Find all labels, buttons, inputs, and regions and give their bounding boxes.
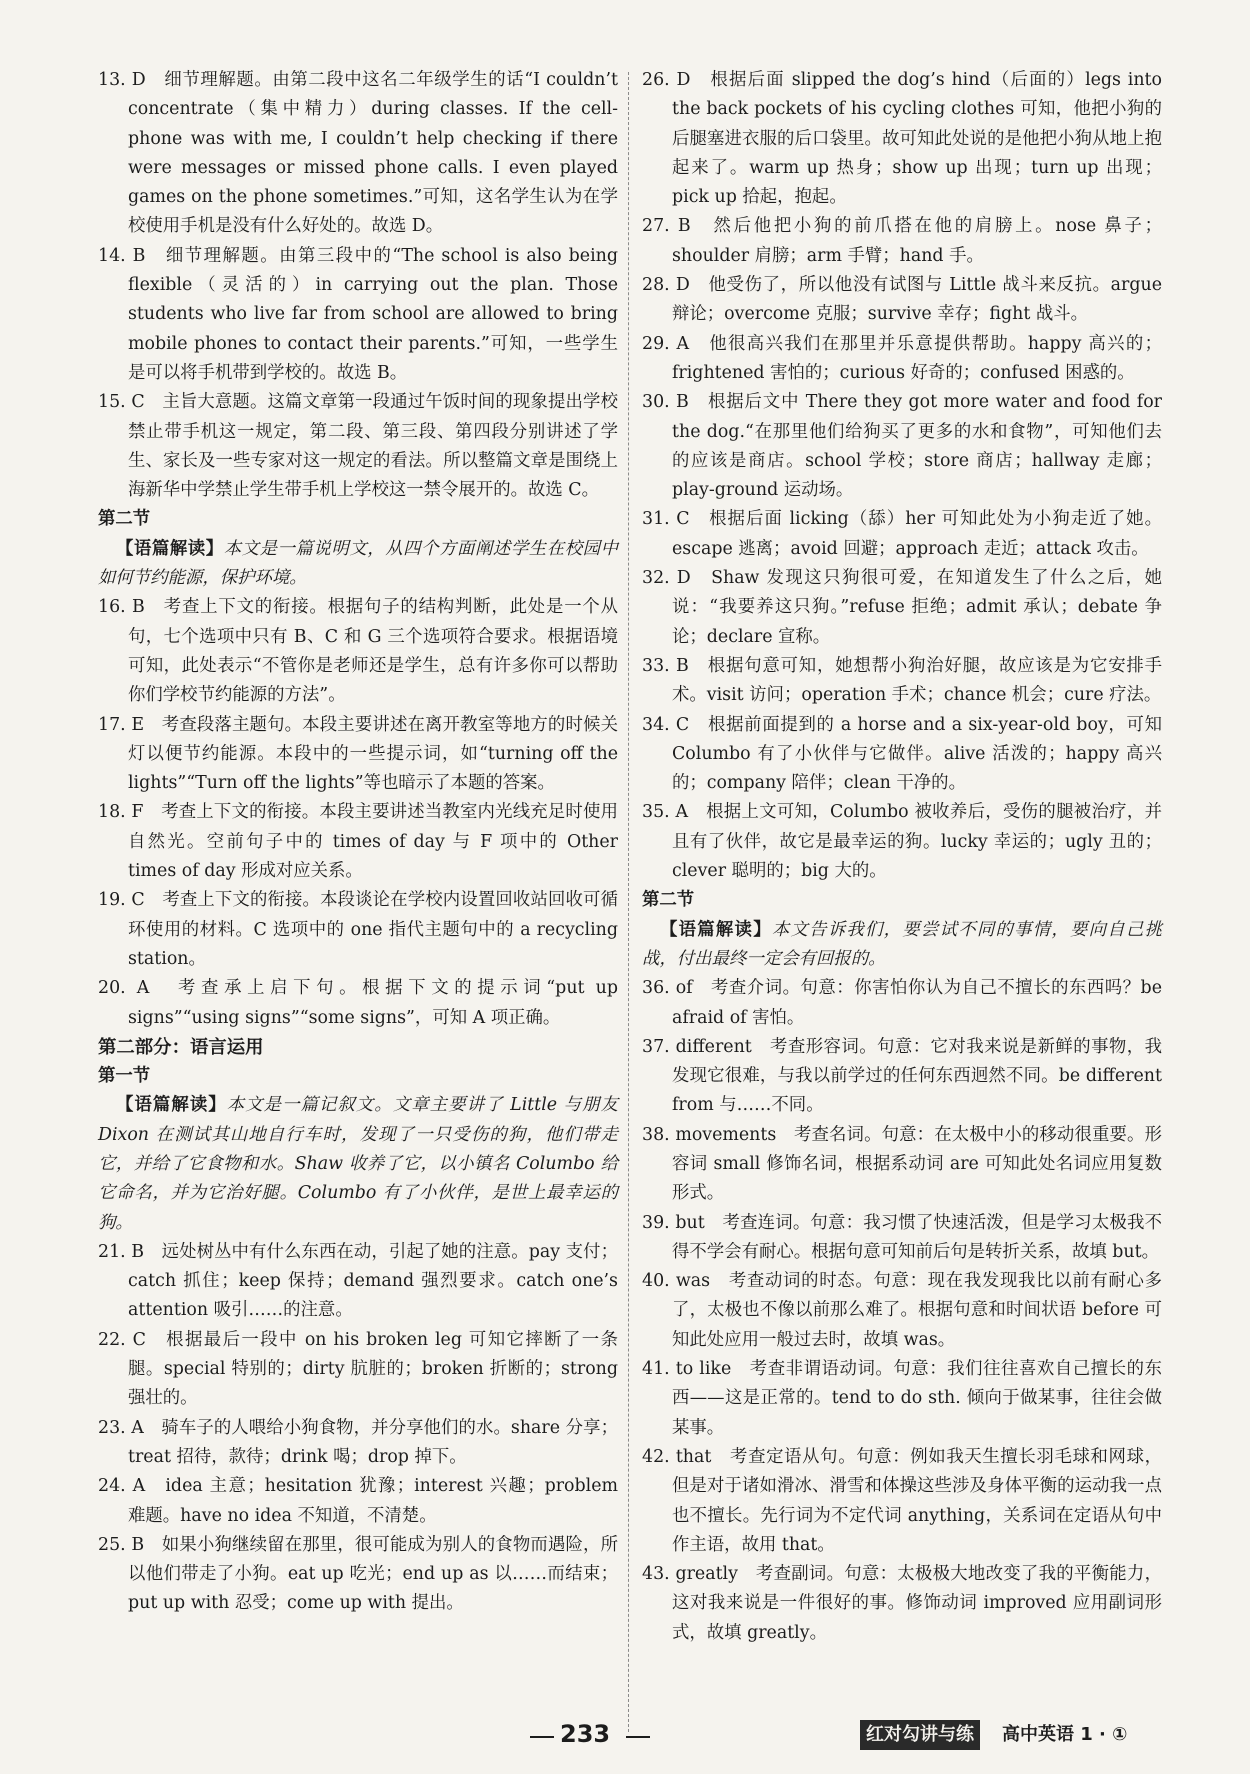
answer-explanation: 根据前面提到的 a horse and a six-year-old boy，可知 Columbo 有了小伙伴与它做伴。alive 活泼的；happy 高兴的；company 陪伴；clean 干净的。 bbox=[672, 714, 1163, 794]
answer-26 bbox=[642, 66, 1162, 212]
passage-summary bbox=[98, 535, 618, 594]
answer-16 bbox=[98, 593, 618, 710]
summary-tag: 【语篇解读】 bbox=[660, 919, 772, 940]
answer-number: 14. B bbox=[98, 245, 146, 266]
answer-34 bbox=[642, 711, 1162, 799]
answer-explanation: 他很高兴我们在那里并乐意提供帮助。happy 高兴的；frightened 害怕的；curious 好奇的；confused 困惑的。 bbox=[672, 333, 1162, 383]
footer-dash-right bbox=[626, 1736, 650, 1738]
answer-explanation: 根据最后一段中 on his broken leg 可知它摔断了一条腿。special 特别的；dirty 肮脏的；broken 折断的；strong 强壮的。 bbox=[128, 1329, 618, 1409]
answer-explanation: 考查段落主题句。本段主要讲述在离开教室等地方的时候关灯以便节约能源。本段中的一些提示词，如“turning off the lights”“Turn off the lights”等也暗示了本题的答案。 bbox=[128, 714, 618, 794]
column-divider bbox=[628, 72, 629, 1732]
answer-33 bbox=[642, 652, 1162, 711]
answer-number: 26. D bbox=[642, 70, 691, 90]
answer-number: 18. F bbox=[98, 802, 144, 823]
answer-number: 19. C bbox=[98, 890, 145, 911]
answer-explanation: 考查上下文的衔接。本段谈论在学校内设置回收站回收可循环使用的材料。C 选项中的 one 指代主题句中的 a recycling station。 bbox=[128, 890, 618, 969]
answer-explanation: 根据后面 licking（舔）her 可知此处为小狗走近了她。escape 逃离；avoid 回避；approach 走近；attack 攻击。 bbox=[672, 509, 1162, 559]
answer-number: 21. B bbox=[98, 1241, 145, 1262]
answer-number: 24. A bbox=[98, 1476, 146, 1497]
answer-number: 30. B bbox=[642, 392, 689, 413]
answer-number: 43. greatly bbox=[642, 1564, 738, 1585]
answer-42 bbox=[642, 1443, 1162, 1560]
section-heading: 第二节 bbox=[642, 890, 695, 911]
answer-24 bbox=[98, 1472, 618, 1531]
answer-21 bbox=[98, 1238, 618, 1326]
answer-explanation: idea 主意；hesitation 犹豫；interest 兴趣；problem 难题。have no idea 不知道，不清楚。 bbox=[128, 1476, 618, 1526]
summary-text: 本文告诉我们，要尝试不同的事情，要向自己挑战，付出最终一定会有回报的。 bbox=[642, 919, 1162, 969]
answer-explanation: 考查名词。句意：在太极中小的移动很重要。形容词 small 修饰名词，根据系动词 are 可知此处名词应用复数形式。 bbox=[672, 1124, 1162, 1204]
answer-number: 42. that bbox=[642, 1446, 712, 1467]
answer-32 bbox=[642, 564, 1162, 652]
answer-explanation: 然后他把小狗的前爪搭在他的肩膀上。nose 鼻子；shoulder 肩膀；arm 手臂；hand 手。 bbox=[672, 216, 1162, 266]
answer-28 bbox=[642, 271, 1162, 330]
answer-38 bbox=[642, 1121, 1162, 1209]
answer-explanation: 根据句意可知，她想帮小狗治好腿，故应该是为它安排手术。visit 访问；operation 手术；chance 机会；cure 疗法。 bbox=[672, 655, 1162, 706]
left-column bbox=[98, 66, 618, 1619]
answer-number: 36. of bbox=[642, 978, 693, 999]
answer-22 bbox=[98, 1326, 618, 1414]
answer-explanation: 考查连词。句意：我习惯了快速活泼，但是学习太极我不得不学会有耐心。根据句意可知前后句是转折关系，故填 but。 bbox=[672, 1212, 1162, 1262]
answer-number: 17. E bbox=[98, 714, 145, 735]
brand-label: 红对勾讲与练 bbox=[860, 1720, 980, 1750]
answer-explanation: Shaw 发现这只狗很可爱，在知道发生了什么之后，她说：“我要养这只狗。”refuse 拒绝；admit 承认；debate 争论；declare 宣称。 bbox=[672, 568, 1162, 647]
summary-tag: 【语篇解读】 bbox=[116, 538, 224, 559]
answer-explanation: 主旨大意题。这篇文章第一段通过午饭时间的现象提出学校禁止带手机这一规定，第二段、第三段、第四段分别讲述了学生、家长及一些专家对这一规定的看法。所以整篇文章是围绕上海新华中学禁止学生带手机上学校这一禁令展开的。故选 C。 bbox=[128, 392, 618, 501]
summary-text: 本文是一篇说明文，从四个方面阐述学生在校园中如何节约能源，保护环境。 bbox=[98, 538, 618, 589]
answer-explanation: 如果小狗继续留在那里，很可能成为别人的食物而遇险，所以他们带走了小狗。eat up 吃光；end up as 以……而结束；put up with 忍受；come up with 提出。 bbox=[128, 1534, 618, 1614]
answer-explanation: 细节理解题。由第三段中的“The school is also being flexible（灵活的）in carrying out the plan. Those students who live far from school are allowed to bring mobile phones to contact their parents.”可知，一些学生是可以将手机带到学校的。故选 B。 bbox=[128, 245, 618, 383]
answer-25 bbox=[98, 1531, 618, 1619]
answer-30 bbox=[642, 388, 1162, 505]
right-column bbox=[642, 66, 1162, 1648]
answer-explanation: 考查介词。句意：你害怕你认为自己不擅长的东西吗？be afraid of 害怕。 bbox=[672, 978, 1162, 1028]
part-heading: 第二部分：语言运用 bbox=[98, 1036, 264, 1058]
answer-number: 31. C bbox=[642, 509, 690, 530]
answer-explanation: 骑车子的人喂给小狗食物，并分享他们的水。share 分享；treat 招待，款待；drink 喝；drop 掉下。 bbox=[128, 1417, 618, 1467]
answer-explanation: 远处树丛中有什么东西在动，引起了她的注意。pay 支付；catch 抓住；keep 保持；demand 强烈要求。catch one’s attention 吸引……的注意。 bbox=[128, 1241, 618, 1321]
answer-27 bbox=[642, 212, 1162, 271]
passage-summary bbox=[98, 1091, 618, 1237]
answer-explanation: 考查动词的时态。句意：现在我发现我比以前有耐心多了，太极也不像以前那么难了。根据句意和时间状语 before 可知此处应用一般过去时，故填 was。 bbox=[672, 1271, 1162, 1350]
answer-explanation: 根据后面 slipped the dog’s hind（后面的）legs into the back pockets of his cycling clothes 可知，他把小狗的后腿塞进衣服的后口袋里。故可知此处说的是他把小狗从地上抱起来了。warm up 热身；show up 出现；turn up 出现；pick up 拾起，抱起。 bbox=[672, 70, 1162, 208]
answer-explanation: 考查上下文的衔接。根据句子的结构判断，此处是一个从句，七个选项中只有 B、C 和 G 三个选项符合要求。根据语境可知，此处表示“不管你是老师还是学生，总有许多你可以帮助你们学校节约能源的方法”。 bbox=[128, 597, 618, 706]
answer-explanation: 细节理解题。由第二段中这名二年级学生的话“I couldn’t concentrate（集中精力）during classes. If the cell-phone was with me, I couldn’t help checking if there were messages or missed phone calls. I even played games on the phone sometimes.”可知，这名学生认为在学校使用手机是没有什么好处的。故选 D。 bbox=[128, 70, 618, 237]
answer-number: 32. D bbox=[642, 568, 691, 589]
answer-23 bbox=[98, 1414, 618, 1473]
answer-number: 34. C bbox=[642, 714, 690, 735]
answer-number: 37. different bbox=[642, 1036, 752, 1057]
answer-number: 38. movements bbox=[642, 1124, 777, 1145]
answer-18 bbox=[98, 798, 618, 886]
answer-explanation: 考查形容词。句意：它对我来说是新鲜的事物，我发现它很难，与我以前学过的任何东西迥然不同。be different from 与……不同。 bbox=[672, 1036, 1162, 1116]
answer-number: 41. to like bbox=[642, 1359, 732, 1380]
answer-number: 39. but bbox=[642, 1212, 705, 1233]
answer-number: 22. C bbox=[98, 1329, 146, 1350]
answer-explanation: 他受伤了，所以他没有试图与 Little 战斗来反抗。argue 辩论；overcome 克服；survive 幸存；fight 战斗。 bbox=[672, 275, 1162, 325]
footer-dash-left bbox=[530, 1736, 554, 1738]
answer-explanation: 根据后文中 There they got more water and food for the dog.“在那里他们给狗买了更多的水和食物”，可知他们去的应该是商店。school 学校；store 商店；hallway 走廊；play-ground 运动场。 bbox=[672, 392, 1162, 501]
answer-39 bbox=[642, 1209, 1162, 1268]
subject-label: 高中英语 1 · ① bbox=[1002, 1724, 1128, 1745]
answer-explanation: 考查副词。句意：太极极大地改变了我的平衡能力，这对我来说是一件很好的事。修饰动词 improved 应用副词形式，故填 greatly。 bbox=[672, 1564, 1162, 1643]
answer-number: 20. A bbox=[98, 978, 150, 999]
answer-number: 15. C bbox=[98, 392, 145, 413]
answer-number: 16. B bbox=[98, 597, 145, 618]
answer-number: 23. A bbox=[98, 1417, 144, 1438]
summary-tag: 【语篇解读】 bbox=[116, 1095, 227, 1116]
answer-20 bbox=[98, 974, 618, 1033]
answer-36 bbox=[642, 974, 1162, 1033]
answer-number: 27. B bbox=[642, 216, 691, 237]
answer-number: 40. was bbox=[642, 1271, 711, 1292]
answer-31 bbox=[642, 505, 1162, 564]
summary-text: 本文是一篇记叙文。文章主要讲了 Little 与朋友 Dixon 在测试其山地自行车时，发现了一只受伤的狗，他们带走它，并给了它食物和水。Shaw 收养了它，以小镇名 Columbo 给它命名，并为它治好腿。Columbo 有了小伙伴，是世上最幸运的狗。 bbox=[98, 1095, 618, 1233]
answer-14 bbox=[98, 242, 618, 388]
answer-explanation: 根据上文可知，Columbo 被收养后，受伤的腿被治疗，并且有了伙伴，故它是最幸运的狗。lucky 幸运的；ugly 丑的；clever 聪明的；big 大的。 bbox=[672, 802, 1162, 882]
answer-15 bbox=[98, 388, 618, 505]
section-heading: 第二节 bbox=[98, 509, 151, 530]
answer-number: 29. A bbox=[642, 333, 690, 354]
answer-41 bbox=[642, 1355, 1162, 1443]
passage-summary bbox=[642, 916, 1162, 975]
section-heading: 第一节 bbox=[98, 1066, 151, 1087]
answer-number: 25. B bbox=[98, 1534, 145, 1555]
answer-43 bbox=[642, 1560, 1162, 1648]
answer-19 bbox=[98, 886, 618, 974]
page-footer bbox=[0, 1714, 1250, 1758]
answer-number: 28. D bbox=[642, 275, 690, 296]
answer-13 bbox=[98, 66, 618, 242]
answer-17 bbox=[98, 711, 618, 799]
answer-explanation: 考查非谓语动词。句意：我们往往喜欢自己擅长的东西——这是正常的。tend to do sth. 倾向于做某事，往往会做某事。 bbox=[672, 1359, 1162, 1438]
page-number: 233 bbox=[560, 1720, 611, 1748]
answer-explanation: 考查定语从句。句意：例如我天生擅长羽毛球和网球，但是对于诸如滑冰、滑雪和体操这些涉及身体平衡的运动我一点也不擅长。先行词为不定代词 anything，关系词在定语从句中作主语，故用 that。 bbox=[672, 1446, 1162, 1555]
answer-number: 33. B bbox=[642, 655, 689, 676]
answer-35 bbox=[642, 798, 1162, 886]
answer-explanation: 考查上下文的衔接。本段主要讲述当教室内光线充足时使用自然光。空前句子中的 times of day 与 F 项中的 Other times of day 形成对应关系。 bbox=[128, 802, 618, 882]
answer-number: 13. D bbox=[98, 70, 146, 90]
answer-37 bbox=[642, 1033, 1162, 1121]
answer-29 bbox=[642, 330, 1162, 389]
answer-40 bbox=[642, 1267, 1162, 1355]
answer-explanation: 考查承上启下句。根据下文的提示词“put up signs”“using signs”“some signs”，可知 A 项正确。 bbox=[128, 978, 618, 1028]
answer-number: 35. A bbox=[642, 802, 689, 823]
